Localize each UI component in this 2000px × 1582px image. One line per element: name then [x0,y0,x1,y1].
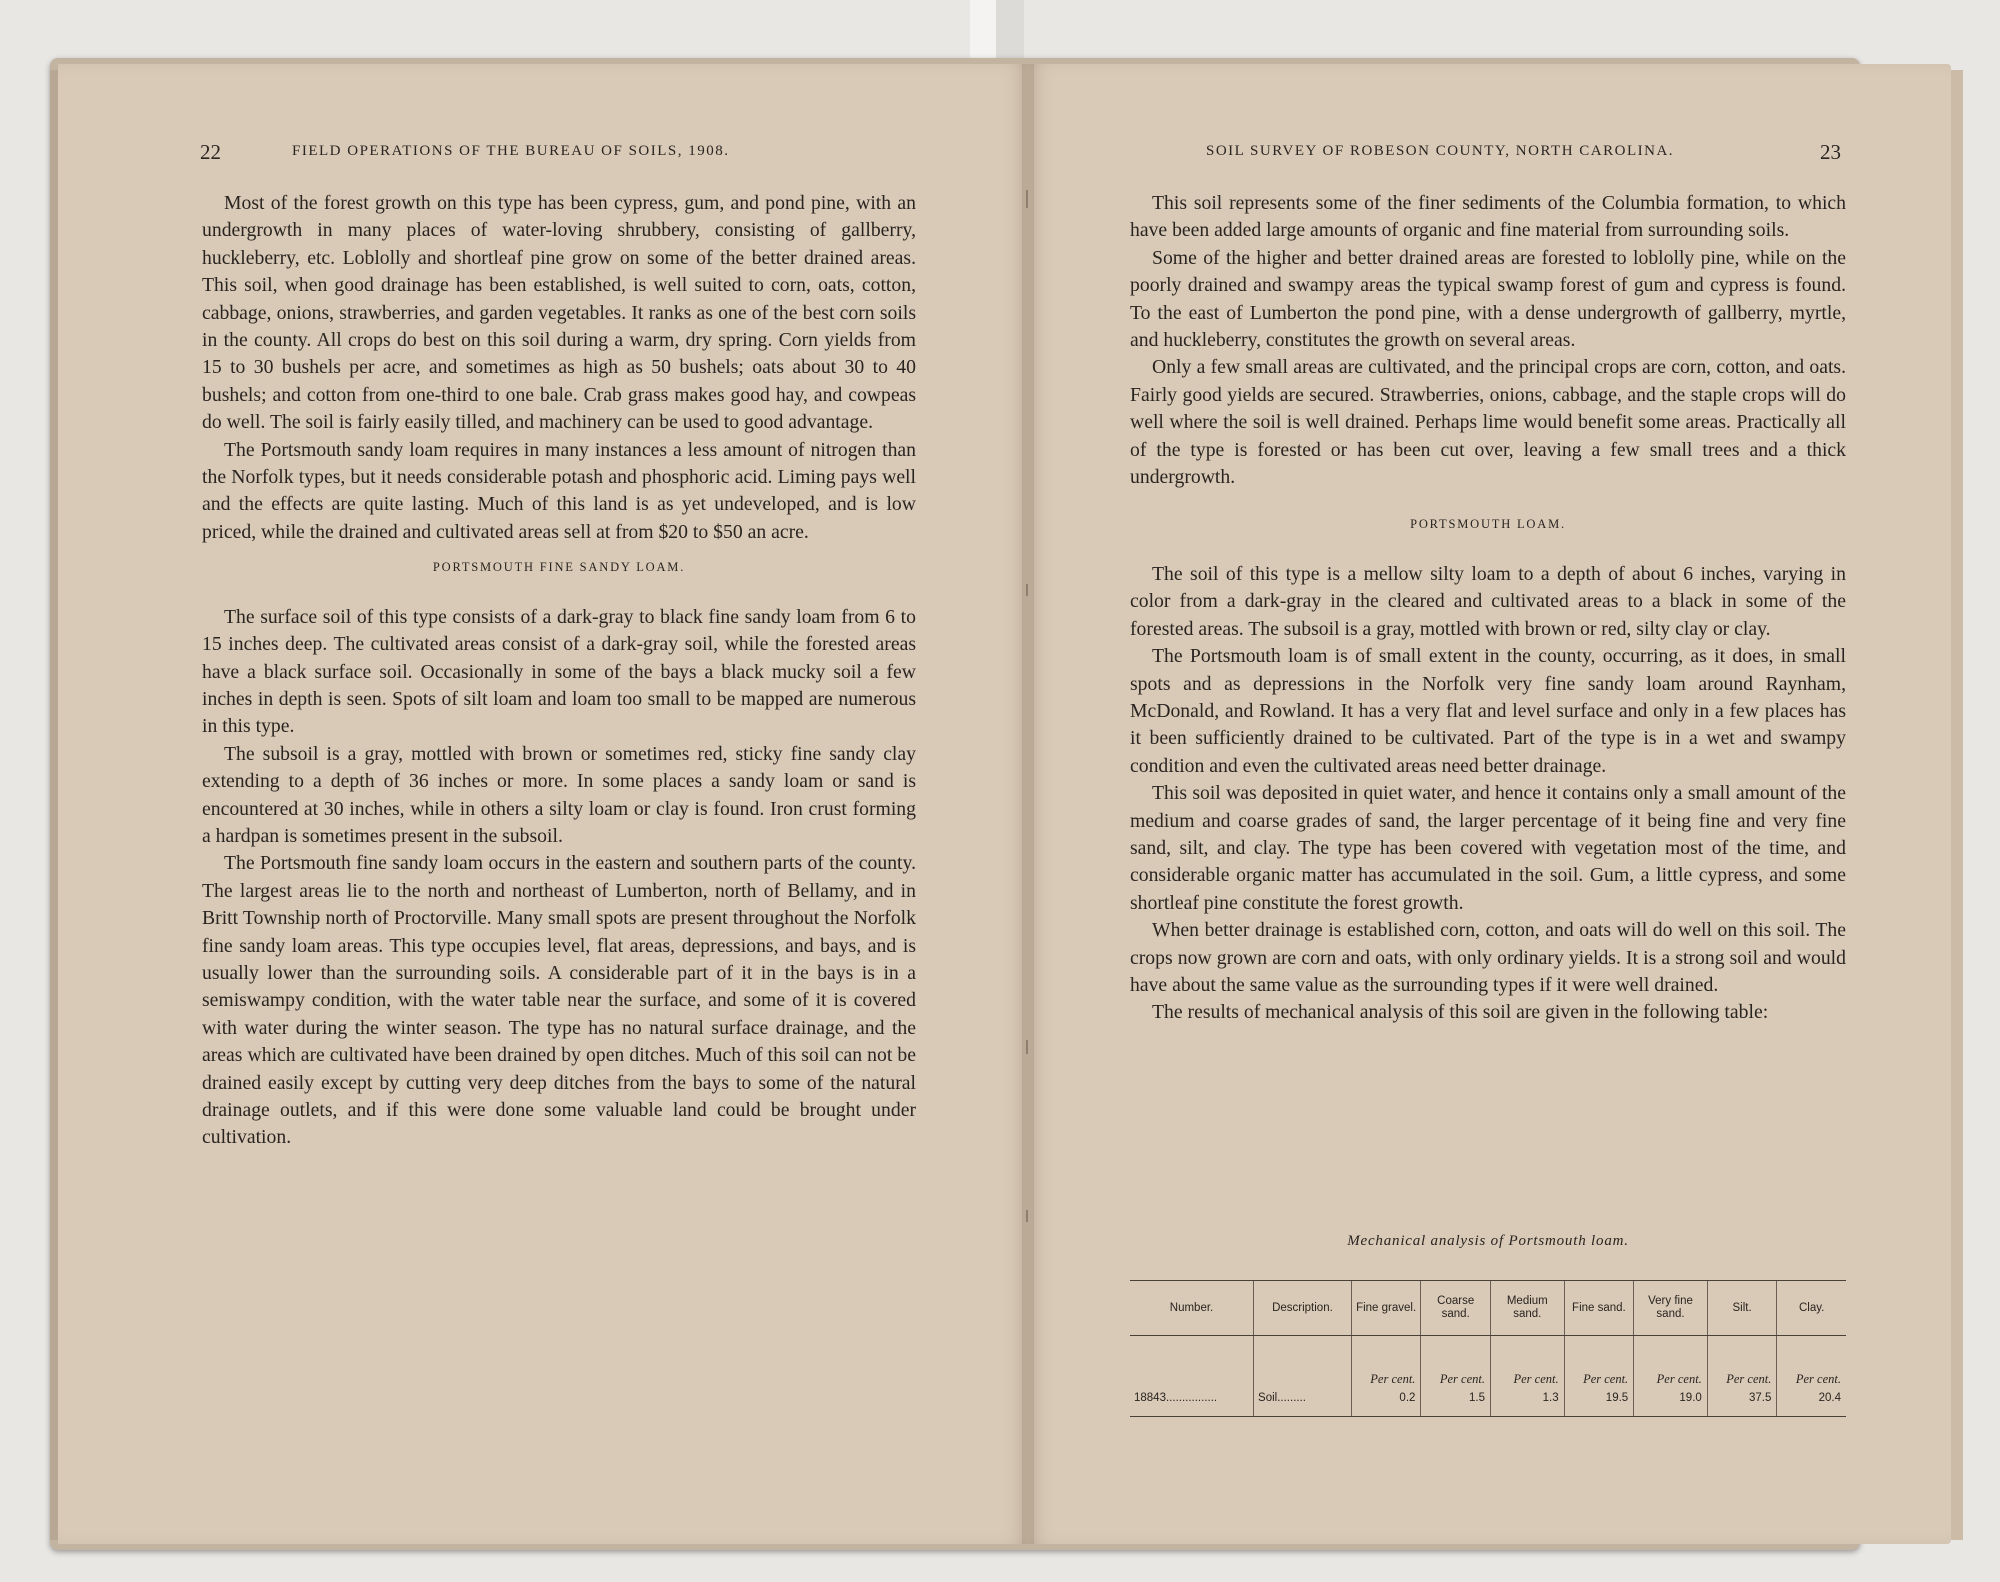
sample-description: Soil [1258,1392,1278,1404]
section-heading: PORTSMOUTH FINE SANDY LOAM. [432,560,686,575]
description-cell: Soil......... [1254,1336,1352,1417]
column-header: Fine sand. [1564,1281,1634,1336]
left-running-head: FIELD OPERATIONS OF THE BUREAU OF SOILS, 1908. [292,143,730,159]
scan-background-tab-shadow [996,0,1024,60]
table-row [1130,1336,1846,1417]
table-header-row [1130,1281,1846,1336]
column-header: Clay. [1777,1281,1846,1336]
clay-value: 20.4 [1818,1392,1841,1404]
column-header: Number. [1130,1281,1254,1336]
right-page-body [1130,190,1846,1027]
paragraph: The surface soil of this type consists of a dark-gray to black fine sandy loam from 6 to 15 inches deep. The cultivated areas consist of a dark-gray soil, while the forested areas have a black surface soil. Occasionally in some of the bays a black mucky soil a few inches in depth is seen. Spots of silt loam and loam too small to be mapped are numerous in this type. [202,605,916,738]
unit-label: Per cent. [1726,1372,1772,1386]
paragraph: The Portsmouth loam is of small extent in the county, occurring, as it does, in small spots and as depressions in the Norfolk very fine sandy loam around Raynham, McDonald, and Rowland. It has a very flat and level surface and only in a few places has it been sufficiently drained to be cultivated. Part of the type is in a wet and swampy condition and even the cultivated areas need better drainage. [1130,645,1846,777]
unit-label: Per cent. [1370,1372,1416,1386]
value-cell [1707,1336,1777,1417]
mechanical-analysis-table [1130,1280,1846,1417]
column-header: Medium sand. [1491,1281,1565,1336]
column-header: Fine gravel. [1351,1281,1421,1336]
stitch-mark [1026,1040,1028,1054]
paragraph: When better drainage is established corn, cotton, and oats will do well on this soil. The crops now grown are corn and oats, with only ordinary yields. It is a strong soil and would have about the same value as the surrounding types if it were well drained. [1130,919,1846,996]
sample-number-cell: 18843................ [1130,1336,1254,1417]
silt-value: 37.5 [1748,1392,1772,1404]
table-caption: Mechanical analysis of Portsmouth loam. [1347,1233,1629,1249]
book-gutter [1022,64,1034,1544]
sample-number: 18843 [1134,1392,1166,1404]
left-page-edges [50,70,58,1540]
right-running-head: SOIL SURVEY OF ROBESON COUNTY, NORTH CAROLINA. [1206,143,1675,159]
fine-sand-value: 19.5 [1605,1392,1629,1404]
value-cell [1421,1336,1491,1417]
paragraph: Most of the forest growth on this type has been cypress, gum, and pond pine, with an undergrowth in many places of water-loving shrubbery, consisting of gallberry, huckleberry, etc. Loblolly and shortleaf pine grow on some of the better drained areas. This soil, when good drainage has been established, is well suited to corn, oats, cotton, cabbage, onions, strawberries, and garden vegetables. It ranks as one of the best corn soils in the county. All crops do best on this soil during a warm, dry spring. Corn yields from 15 to 30 bushels per acre, and sometimes as high as 50 bushels; oats about 30 to 40 bushels; and cotton from one-third to one bale. Crab grass makes good hay, and cowpeas do well. The soil is fairly easily tilled, and machinery can be used to good advantage. [202,192,916,434]
paragraph: The results of mechanical analysis of this soil are given in the following table: [1152,1001,1769,1024]
paragraph: Some of the higher and better drained areas are forested to loblolly pine, while on the poorly drained and swampy areas the typical swamp forest of gum and cypress is found. To the east of Lumberton the pond pine, with a dense undergrowth of gallberry, myrtle, and huckleberry, constitutes the growth on several areas. [1130,246,1846,352]
paragraph: Only a few small areas are cultivated, and the principal crops are corn, cotton, and oats. Fairly good yields are secured. Strawberries, onions, cabbage, and the staple crops will do well where the soil is well drained. Perhaps lime would benefit some areas. Practically all of the type is forested or has been cut over, leaving a few small trees and a thick undergrowth. [1130,356,1846,489]
value-cell [1777,1336,1846,1417]
very-fine-sand-value: 19.0 [1679,1392,1702,1404]
column-header: Description. [1254,1281,1352,1336]
column-header: Coarse sand. [1421,1281,1491,1336]
paragraph: The soil of this type is a mellow silty loam to a depth of about 6 inches, varying in color from a dark-gray in the cleared and cultivated areas to a black in some of the forested areas. The subsoil is a gray, mottled with brown or red, silty clay or clay. [1130,562,1846,640]
unit-label: Per cent. [1795,1372,1841,1386]
unit-label: Per cent. [1439,1372,1485,1386]
paragraph: The Portsmouth sandy loam requires in many instances a less amount of nitrogen than the Norfolk types, but it needs considerable potash and phosphoric acid. Liming pays well and the effects are quite lasting. Much of this land is as yet undeveloped, and is low priced, while the drained and cultivated areas sell at from $20 to $50 an acre. [202,438,916,543]
stitch-mark [1026,1210,1028,1222]
paragraph: This soil represents some of the finer sediments of the Columbia formation, to which have been added large amounts of organic and fine material from surrounding soils. [1130,192,1846,242]
paragraph: This soil was deposited in quiet water, and hence it contains only a small amount of the medium and coarse grades of sand, the larger percentage of it being fine and very fine sand, silt, and clay. The type has been covered with vegetation most of the time, and considerable organic matter has accumulated in the soil. Gum, a little cypress, and some shortleaf pine constitute the forest growth. [1130,782,1846,914]
left-page-body [202,190,916,1152]
unit-label: Per cent. [1583,1372,1629,1386]
left-page-number: 22 [200,140,221,164]
column-header: Very fine sand. [1634,1281,1708,1336]
value-cell [1564,1336,1634,1417]
section-heading: PORTSMOUTH LOAM. [1410,517,1566,532]
paragraph: The Portsmouth fine sandy loam occurs in the eastern and southern parts of the county. The largest areas lie to the north and northeast of Lumberton, north of Bellamy, and in Britt Township north of Proctorville. Many small spots are present throughout the Norfolk fine sandy loam areas. This type occupies level, flat areas, depressions, and bays, and is usually lower than the surrounding soils. A considerable part of it in the bays is in a semiswampy condition, with the water table near the surface, and some of it is covered with water during the winter season. The type has no natural surface drainage, and the areas which are cultivated have been drained by open ditches. Much of this soil can not be drained easily except by cutting very deep ditches from the bays to some of the natural drainage outlets, and if this were done some valuable land could be brought under cultivation. [202,852,916,1149]
stitch-mark [1026,190,1028,208]
medium-sand-value: 1.3 [1542,1392,1559,1404]
stitch-mark [1026,584,1028,596]
value-cell [1351,1336,1421,1417]
scan-background-tab [970,0,996,60]
right-page-edges [1951,70,1963,1540]
fine-gravel-value: 0.2 [1399,1392,1416,1404]
unit-label: Per cent. [1656,1372,1702,1386]
value-cell [1634,1336,1708,1417]
unit-label: Per cent. [1513,1372,1559,1386]
column-header: Silt. [1707,1281,1777,1336]
right-page-number: 23 [1820,140,1841,164]
paragraph: The subsoil is a gray, mottled with brown or sometimes red, sticky fine sandy clay extending to a depth of 36 inches or more. In some places a sandy loam or sand is encountered at 30 inches, while in others a silty loam or clay is found. Iron crust forming a hardpan is sometimes present in the subsoil. [202,742,916,847]
coarse-sand-value: 1.5 [1469,1392,1485,1404]
value-cell [1491,1336,1565,1417]
